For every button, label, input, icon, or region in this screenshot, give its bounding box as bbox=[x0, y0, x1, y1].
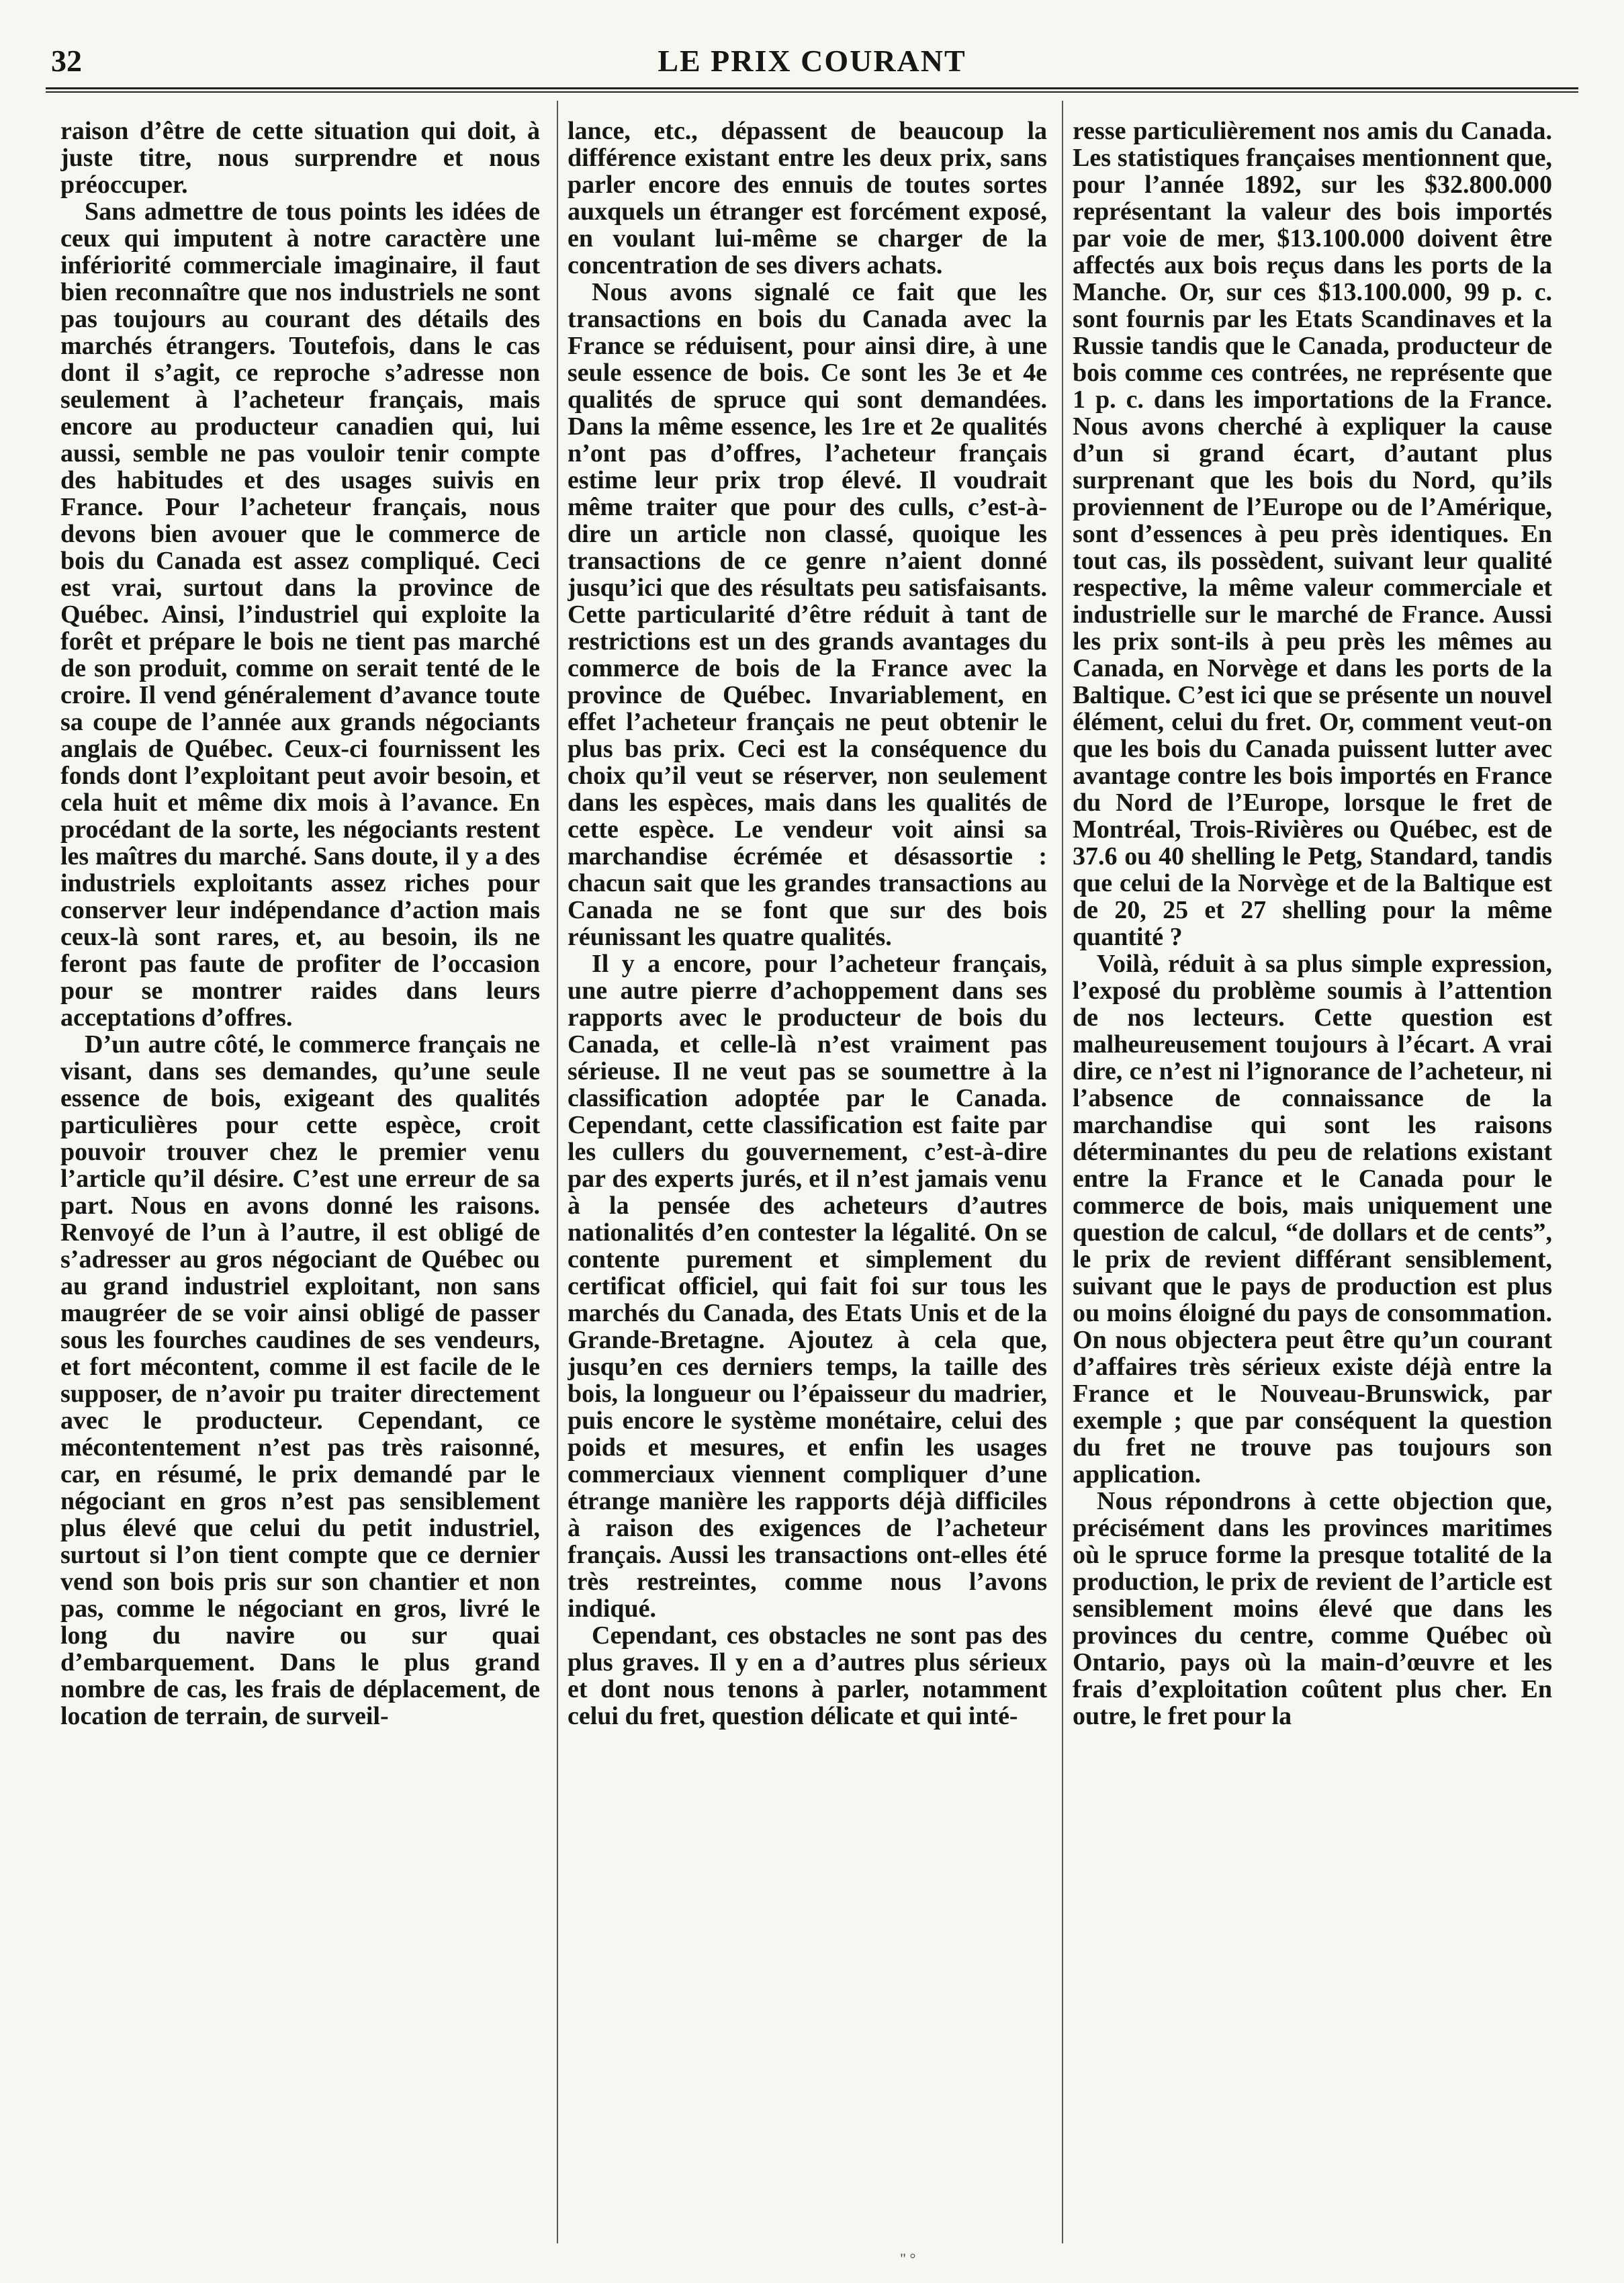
footer-mark: " ° bbox=[900, 2250, 916, 2267]
column-3 bbox=[1073, 118, 1552, 2260]
column-divider bbox=[1062, 101, 1063, 2243]
running-title: LE PRIX COURANT bbox=[658, 44, 966, 78]
column-1 bbox=[60, 118, 540, 2260]
paragraph: Il y a encore, pour l’acheteur français, une autre pierre d’achoppement dans ses rapports avec le producteur de bois du Canada, et celle-là n’est vraiment pas sérieuse. Il ne veut pas se soumettre à la classification adoptée par le Canada. Cependant, cette classification est faite par les cullers du gouvernement, c’est-à-dire par des experts jurés, et il n’est jamais venu à la pensée des acheteurs d’autres nationalités d’en contester la légalité. On se contente purement et simplement du certificat officiel, qui fait foi sur tous les marchés du Canada, des Etats Unis et de la Grande-Bretagne. Ajoutez à cela que, jusqu’en ces derniers temps, la taille des bois, la longueur ou l’épaisseur du madrier, puis encore le système monétaire, celui des poids et mesures, et enfin les usages commerciaux viennent compliquer d’une étrange manière les rapports déjà difficiles à raison des exigences de l’acheteur français. Aussi les transactions ont-elles été très restreintes, comme nous l’avons indiqué. bbox=[568, 950, 1047, 1623]
paragraph: Sans admettre de tous points les idées de ceux qui imputent à notre caractère une infériorité commerciale imaginaire, il faut bien reconnaître que nos industriels ne sont pas toujours au courant des détails des marchés étrangers. Toutefois, dans le cas dont il s’agit, ce reproche s’adresse non seulement à l’acheteur français, mais encore au producteur canadien qui, lui aussi, semble ne pas vouloir tenir compte des habitudes et des usages suivis en France. Pour l’acheteur français, nous devons bien avouer que le commerce de bois du Canada est assez compliqué. Ceci est vrai, surtout dans la province de Québec. Ainsi, l’industriel qui exploite la forêt et prépare le bois ne tient pas marché de son produit, comme on serait tenté de le croire. Il vend généralement d’avance toute sa coupe de l’année aux grands négociants anglais de Québec. Ceux-ci fournissent les fonds dont l’exploitant peut avoir besoin, et cela huit et même dix mois à l’avance. En procédant de la sorte, les négociants restent les maîtres du marché. Sans doute, il y a des industriels exploitants assez riches pour conserver leur indépendance d’action mais ceux-là sont rares, et, au besoin, ils ne feront pas faute de profiter de l’occasion pour se montrer raides dans leurs acceptations d’offres. bbox=[60, 197, 540, 1032]
column-divider bbox=[557, 101, 558, 2243]
header-rule bbox=[46, 87, 1578, 93]
paragraph: Nous répondrons à cette objection que, précisément dans les provinces maritimes où le spruce forme la presque totalité de la production, le prix de revient de l’article est sensiblement moins élevé que dans les provinces du centre, comme Québec où Ontario, pays où la main-d’œuvre et les frais d’exploitation coûtent plus cher. En outre, le fret pour la bbox=[1073, 1487, 1552, 1730]
paragraph: Nous avons signalé ce fait que les transactions en bois du Canada avec la France se réduisent, pour ainsi dire, à une seule essence de bois. Ce sont les 3e et 4e qualités de spruce qui sont demandées. Dans la même essence, les 1re et 2e qualités n’ont pas d’offres, l’acheteur français estime leur prix trop élevé. Il voudrait même traiter que pour des culls, c’est-à-dire un article non classé, quoique les transactions de ce genre n’aient donné jusqu’ici que des résultats peu satisfaisants. Cette particularité d’être réduit à tant de restrictions est un des grands avantages du commerce de bois de la France avec la province de Québec. Invariablement, en effet l’acheteur français ne peut obtenir le plus bas prix. Ceci est la conséquence du choix qu’il veut se réserver, non seulement dans les espèces, mais dans les qualités de cette espèce. Le vendeur voit ainsi sa marchandise écrémée et désassortie : chacun sait que les grandes transactions au Canada ne se font que sur des bois réunissant les quatre qualités. bbox=[568, 278, 1047, 951]
page-number: 32 bbox=[51, 44, 82, 78]
paragraph: Cependant, ces obstacles ne sont pas des plus graves. Il y en a d’autres plus sérieux et dont nous tenons à parler, notamment celui du fret, question délicate et qui inté- bbox=[568, 1621, 1047, 1730]
paragraph: resse particulièrement nos amis du Canada. Les statistiques françaises mentionnent que, pour l’année 1892, sur les $32.800.000 représentant la valeur des bois importés par voie de mer, $13.100.000 doivent être affectés aux bois reçus dans les ports de la Manche. Or, sur ces $13.100.000, 99 p. c. sont fournis par les Etats Scandinaves et la Russie tandis que le Canada, producteur de bois comme ces contrées, ne représente que 1 p. c. dans les importations de la France. Nous avons cherché à expliquer la cause d’un si grand écart, d’autant plus surprenant que les bois du Nord, qu’ils proviennent de l’Europe ou de l’Amérique, sont d’essences à peu près identiques. En tout cas, ils possèdent, suivant leur qualité respective, la même valeur commerciale et industrielle sur le marché de France. Aussi les prix sont-ils à peu près les mêmes au Canada, en Norvège et dans les ports de la Baltique. C’est ici que se présente un nouvel élément, celui du fret. Or, comment veut-on que les bois du Canada puissent lutter avec avantage contre les bois importés en France du Nord de l’Europe, lorsque le fret de Montréal, Trois-Rivières ou Québec, est de 37.6 ou 40 shelling le Petg, Standard, tandis que celui de la Norvège et de la Baltique est de 20, 25 et 27 shelling pour la même quantité ? bbox=[1073, 118, 1552, 951]
page-header bbox=[46, 39, 1578, 81]
paragraph: lance, etc., dépassent de beaucoup la différence existant entre les deux prix, sans parler encore des ennuis de toutes sortes auxquels un étranger est forcément exposé, en voulant lui-même se charger de la concentration de ses divers achats. bbox=[568, 118, 1047, 279]
column-2 bbox=[568, 118, 1047, 2260]
paragraph: D’un autre côté, le commerce français ne visant, dans ses demandes, qu’une seule essence de bois, exigeant des qualités particulières pour cette espèce, croit pouvoir trouver chez le premier venu l’article qu’il désire. C’est une erreur de sa part. Nous en avons donné les raisons. Renvoyé de l’un à l’autre, il est obligé de s’adresser au gros négociant de Québec ou au grand industriel exploitant, non sans maugréer de se voir ainsi obligé de passer sous les fourches caudines de ses vendeurs, et fort mécontent, comme il est facile de le supposer, de n’avoir pu traiter directement avec le producteur. Cependant, ce mécontentement n’est pas très raisonné, car, en résumé, le prix demandé par le négociant en gros n’est pas sensiblement plus élevé que celui du petit industriel, surtout si l’on tient compte que ce dernier vend son bois pris sur son chantier et non pas, comme le négociant en gros, livré le long du navire ou sur quai d’embarquement. Dans le plus grand nombre de cas, les frais de déplacement, de location de terrain, de surveil- bbox=[60, 1030, 540, 1730]
paragraph: Voilà, réduit à sa plus simple expression, l’exposé du problème soumis à l’attention de nos lecteurs. Cette question est malheureusement toujours à l’écart. A vrai dire, ce n’est ni l’ignorance de l’acheteur, ni l’absence de connaissance de la marchandise qui sont les raisons déterminantes du peu de relations existant entre la France et le Canada pour le commerce de bois, mais uniquement une question de calcul, “de dollars et de cents”, le prix de revient différant sensiblement, suivant que le pays de production est plus ou moins éloigné du pays de consommation. On nous objectera peut être qu’un courant d’affaires très sérieux existe déjà entre la France et le Nouveau-Brunswick, par exemple ; que par conséquent la question du fret ne trouve pas toujours son application. bbox=[1073, 950, 1552, 1488]
paragraph: raison d’être de cette situation qui doit, à juste titre, nous surprendre et nous préoccuper. bbox=[60, 118, 540, 199]
